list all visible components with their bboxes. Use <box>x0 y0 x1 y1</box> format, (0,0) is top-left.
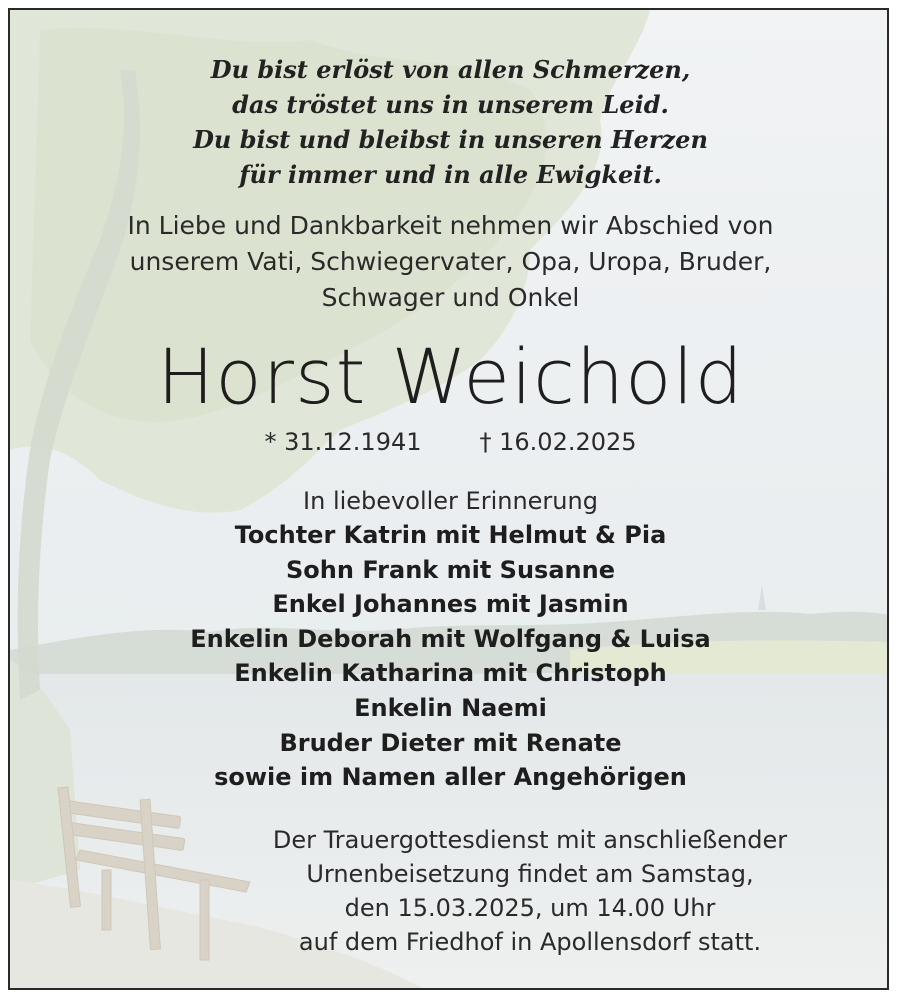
memory-heading: In liebevoller Erinnerung <box>303 487 598 515</box>
mourner-line: Bruder Dieter mit Renate <box>279 728 622 757</box>
deceased-name: Horst Weichold <box>157 332 744 421</box>
poem-line: das tröstet uns in unserem Leid. <box>232 90 669 119</box>
service-line: auf dem Friedhof in Apollensdorf statt. <box>298 928 762 956</box>
intro-line: In Liebe und Dankbarkeit nehmen wir Abschied von <box>127 211 774 240</box>
funeral-service-info <box>210 823 850 959</box>
mourners-list <box>10 518 889 795</box>
mourner-line: Tochter Katrin mit Helmut & Pia <box>234 521 667 549</box>
obituary-card <box>8 8 889 990</box>
poem-line: für immer und in alle Ewigkeit. <box>239 160 662 189</box>
mourner-line: Enkel Johannes mit Jasmin <box>272 590 629 619</box>
service-line: Urnenbeisetzung findet am Samstag, <box>306 860 754 888</box>
poem-line: Du bist und bleibst in unseren Herzen <box>193 125 708 154</box>
death-date: † 16.02.2025 <box>479 428 637 456</box>
obituary-text <box>10 10 889 990</box>
service-line: den 15.03.2025, um 14.00 Uhr <box>344 894 716 922</box>
birth-date: * 31.12.1941 <box>264 428 422 456</box>
farewell-intro <box>10 208 889 316</box>
service-line: Der Trauergottesdienst mit anschließender <box>272 826 788 854</box>
intro-line: unserem Vati, Schwiegervater, Opa, Uropa, Bruder, <box>129 247 772 276</box>
mourner-line: sowie im Namen aller Angehörigen <box>214 763 687 792</box>
memorial-poem <box>10 52 889 192</box>
mourner-line: Enkelin Naemi <box>354 693 547 722</box>
intro-line: Schwager und Onkel <box>321 283 580 312</box>
mourner-line: Enkelin Katharina mit Christoph <box>234 659 667 688</box>
life-dates <box>10 427 889 457</box>
poem-line: Du bist erlöst von allen Schmerzen, <box>210 55 691 84</box>
mourner-line: Sohn Frank mit Susanne <box>286 555 615 584</box>
mourner-line: Enkelin Deborah mit Wolfgang & Luisa <box>190 624 711 653</box>
